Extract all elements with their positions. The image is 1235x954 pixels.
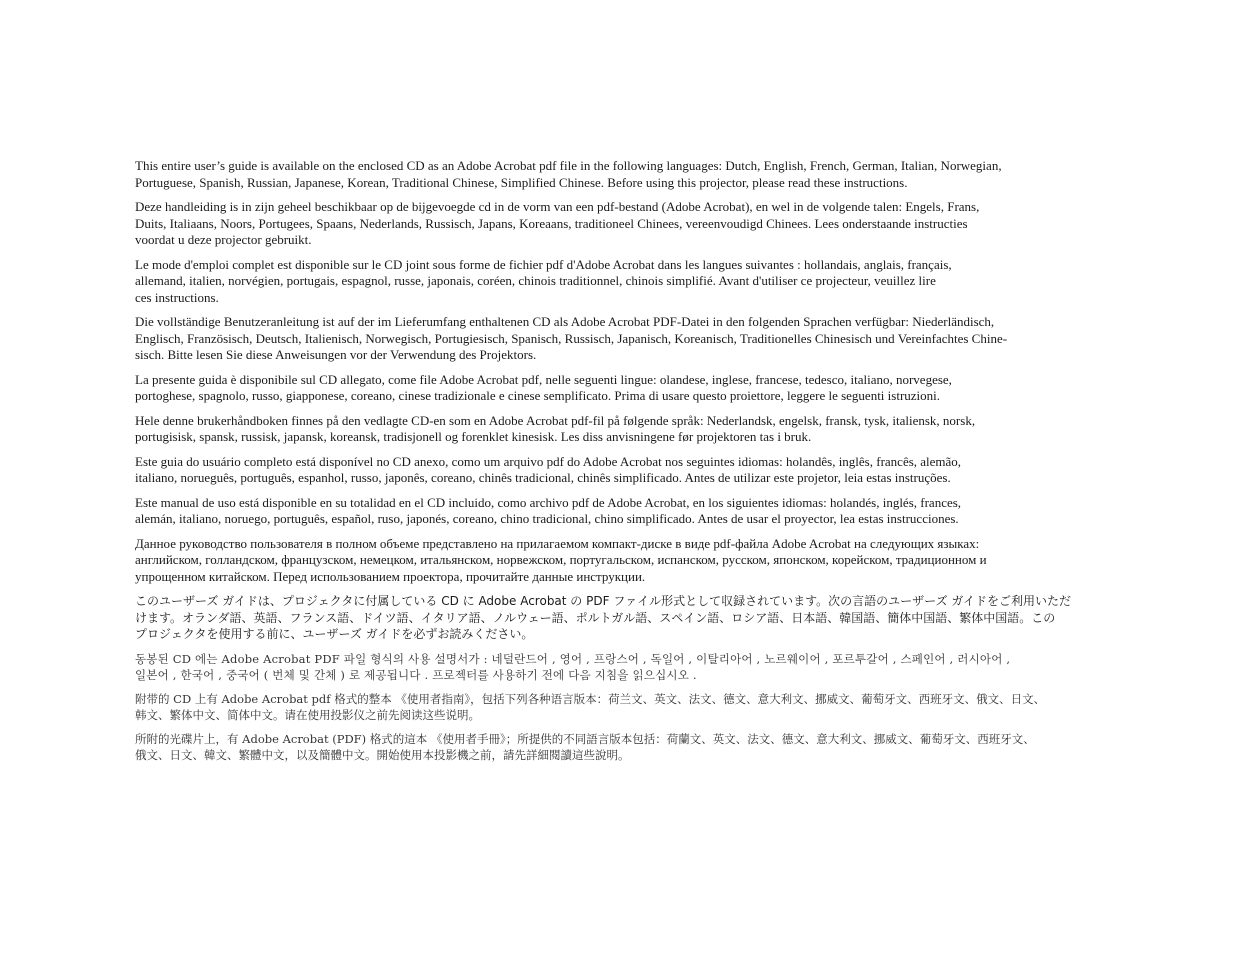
language-notice-block [135,158,1103,771]
paragraph-french: Le mode d'emploi complet est disponible sur le CD joint sous forme de fichier pdf d'Adobe Acrobat dans les langues suivantes : hollandais, anglais, français, allemand, italien, norvégien, portugais, espagnol, russe, japonais, coréen, chinois traditionnel, chinois simplifié. Avant d'utiliser ce projecteur, veuillez lire ces instructions. [135,256,952,305]
paragraph-russian: Данное руководство пользователя в полном объеме представлено на прилагаемом компакт-диске в виде pdf-файла Adobe Acrobat на следующих языках: английском, голландском, французском, немецком, итальянском, норвежском, португальском, испанском, русском, японском, корейском, традиционном и упрощенном китайском. Перед использованием проектора, прочитайте данные инструкции. [135,535,987,584]
paragraph-english: This entire user’s guide is available on the enclosed CD as an Adobe Acrobat pdf file in the following languages: Dutch, English, French, German, Italian, Norwegian, Portuguese, Spanish, Russian, Japanese, Korean, Traditional Chinese, Simplified Chinese. Before using this projector, please read these instructions. [135,158,1002,190]
paragraph-spanish: Este manual de uso está disponible en su totalidad en el CD incluido, como archivo pdf de Adobe Acrobat, en los siguientes idiomas: holandés, inglés, frances, alemán, italiano, noruego, português, español, ruso, japonés, coreano, chino tradicional, chino simplificado. Antes de usar el proyector, lea estas instrucciones. [135,494,962,526]
paragraph-italian: La presente guida è disponibile sul CD allegato, come file Adobe Acrobat pdf, nelle seguenti lingue: olandese, inglese, francese, tedesco, italiano, norvegese, portoghese, spagnolo, russo, giapponese, coreano, cinese tradizionale e cinese semplificato. Prima di usare questo proiettore, leggere le seguenti istruzioni. [135,371,952,403]
paragraph-japanese: このユーザーズ ガイドは、プロジェクタに付属している CD に Adobe Acrobat の PDF ファイル形式として収録されています。次の言語のユーザーズ ガイドをご利用いただ けます。オランダ語、英語、フランス語、ドイツ語、イタリア語、ノルウェー語、ポルトガル語、スペイン語、ロシア語、日本語、韓国語、簡体中国語、繁体中国語。この プロジェクタを使用する前に、ユーザーズ ガイドを必ずお読みください。 [135,594,1071,641]
paragraph-korean: 동봉된 CD 에는 Adobe Acrobat PDF 파일 형식의 사용 설명서가 : 네덜란드어 , 영어 , 프랑스어 , 독일어 , 이탈리아어 , 노르웨이어 , 포르투갈어 , 스페인어 , 러시아어 , 일본어 , 한국어 , 중국어 ( 번체 및 간체 ) 로 제공됩니다 . 프로젝터를 사용하기 전에 다음 지침을 읽으십시오 . [135,651,1011,682]
paragraph-norwegian: Hele denne brukerhåndboken finnes på den vedlagte CD-en som en Adobe Acrobat pdf-fil på følgende språk: Nederlandsk, engelsk, fransk, tysk, italiensk, norsk, portugisisk, spansk, russisk, japansk, koreansk, tradisjonell og forenklet kinesisk. Les diss anvisningene før projektoren tas i bruk. [135,412,976,444]
paragraph-simplified-chinese: 附带的 CD 上有 Adobe Acrobat pdf 格式的整本 《使用者指南》，包括下列各种语言版本：荷兰文、英文、法文、德文、意大利文、挪威文、葡萄牙文、西班牙文、俄文、日文、 韩文、繁体中文、简体中文。请在使用投影仪之前先阅读这些说明。 [135,691,1046,722]
paragraph-dutch: Deze handleiding is in zijn geheel beschikbaar op de bijgevoegde cd in de vorm van een pdf-bestand (Adobe Acrobat), en wel in de volgende talen: Engels, Frans, Duits, Italiaans, Noors, Portugees, Spaans, Nederlands, Russisch, Japans, Koreaans, traditioneel Chinees, vereenvoudigd Chinees. Lees onderstaande instructies voordat u deze projector gebruikt. [135,199,980,247]
paragraph-portuguese: Este guia do usuário completo está disponível no CD anexo, como um arquivo pdf do Adobe Acrobat nos seguintes idiomas: holandês, inglês, francês, alemão, italiano, norueguês, português, espanhol, russo, japonês, coreano, chinês tradicional, chinês simplificado. Antes de utilizar este projetor, leia estas instruções. [135,453,962,485]
paragraph-german: Die vollständige Benutzeranleitung ist auf der im Lieferumfang enthaltenen CD als Adobe Acrobat PDF-Datei in den folgenden Sprachen verfügbar: Niederländisch, Englisch, Französisch, Deutsch, Italienisch, Norwegisch, Portugiesisch, Spanisch, Russisch, Japanisch, Koreanisch, Traditionelles Chinesisch und Vereinfachtes Chine- sisch. Bitte lesen Sie diese Anweisungen vor der Verwendung des Projektors. [135,314,1008,362]
paragraph-traditional-chinese: 所附的光碟片上，有 Adobe Acrobat (PDF) 格式的這本 《使用者手冊》；所提供的不同語言版本包括：荷蘭文、英文、法文、德文、意大利文、挪威文、葡萄牙文、西班牙文、 俄文、日文、韓文、繁體中文，以及簡體中文。開始使用本投影機之前，請先詳細閱讀這些說明。 [135,731,1035,762]
